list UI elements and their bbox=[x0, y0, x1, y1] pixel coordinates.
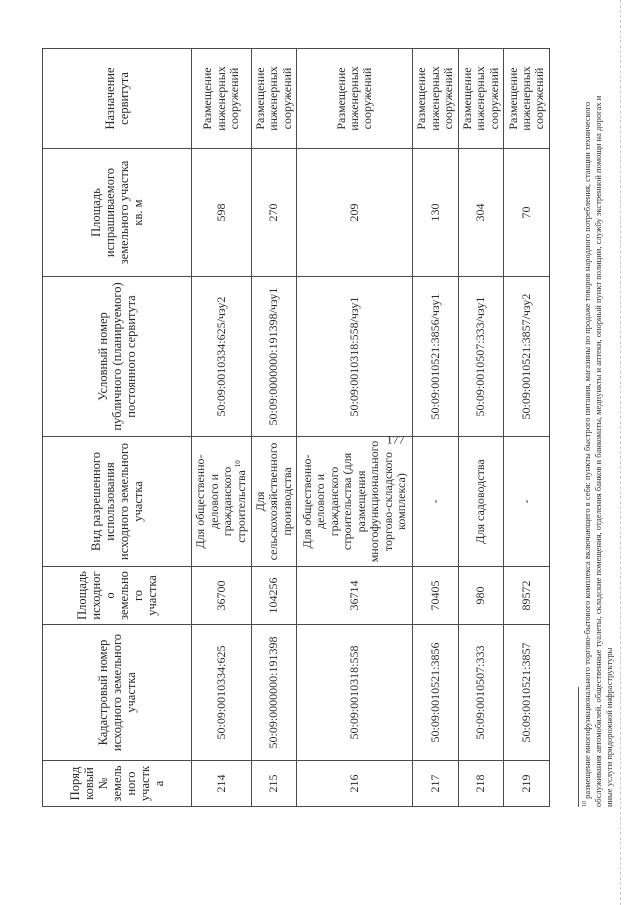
cell-source-area: 89572 bbox=[504, 567, 550, 625]
table-header-row bbox=[43, 49, 192, 807]
cell-cadastral-number: 50:09:0000000:191398 bbox=[251, 625, 297, 761]
cell-servitude-purpose: Размещение инженерных сооружений bbox=[251, 49, 297, 149]
cell-servitude-number: 50:09:0010318:558/чзу1 bbox=[297, 277, 413, 437]
cell-servitude-purpose: Размещение инженерных сооружений bbox=[504, 49, 550, 149]
cell-servitude-number: 50:09:0010507:333/чзу1 bbox=[458, 277, 504, 437]
cell-plot-number: 218 bbox=[458, 761, 504, 807]
cell-permitted-use: Для садоводства bbox=[458, 437, 504, 567]
cell-requested-area: 304 bbox=[458, 149, 504, 277]
cell-servitude-number: 50:09:0010521:3856/чзу1 bbox=[413, 277, 459, 437]
cell-permitted-use: Для общественно-делового и гражданского строительства (для размещения многофункционального торгово-складского комплекса) bbox=[297, 437, 413, 567]
header-source-area: Площадь исходного земельного участка bbox=[43, 567, 192, 625]
cell-plot-number: 216 bbox=[297, 761, 413, 807]
permitted-use-text: Для общественно-делового и гражданского строительства bbox=[193, 454, 248, 549]
cell-servitude-purpose: Размещение инженерных сооружений bbox=[458, 49, 504, 149]
cell-cadastral-number: 50:09:0010521:3856 bbox=[413, 625, 459, 761]
table-row bbox=[192, 49, 252, 807]
footnote-divider bbox=[578, 687, 579, 807]
header-requested-area: Площадь испрашиваемого земельного участка кв. м bbox=[43, 149, 192, 277]
header-servitude-number: Условный номер публичного (планируемого) постоянного сервитута bbox=[43, 277, 192, 437]
cell-servitude-purpose: Размещение инженерных сооружений bbox=[413, 49, 459, 149]
cell-servitude-purpose: Размещение инженерных сооружений bbox=[192, 49, 252, 149]
table-row bbox=[297, 49, 413, 807]
cell-cadastral-number: 50:09:0010334:625 bbox=[192, 625, 252, 761]
cell-servitude-number: 50:09:0010521:3857/чзу2 bbox=[504, 277, 550, 437]
cell-plot-number: 219 bbox=[504, 761, 550, 807]
cell-source-area: 36714 bbox=[297, 567, 413, 625]
cell-source-area: 104256 bbox=[251, 567, 297, 625]
cell-requested-area: 598 bbox=[192, 149, 252, 277]
cell-cadastral-number: 50:09:0010318:558 bbox=[297, 625, 413, 761]
cell-source-area: 980 bbox=[458, 567, 504, 625]
table-row bbox=[413, 49, 459, 807]
header-cadastral-number: Кадастровый номер исходного земельного участка bbox=[43, 625, 192, 761]
header-permitted-use: Вид разрешенного использования исходного земельного участка bbox=[43, 437, 192, 567]
cell-requested-area: 209 bbox=[297, 149, 413, 277]
cell-cadastral-number: 50:09:0010507:333 bbox=[458, 625, 504, 761]
table-row bbox=[251, 49, 297, 807]
cell-plot-number: 217 bbox=[413, 761, 459, 807]
footnote-text: размещение многофункционального торгово-бытового комплекса включающего в себя: пункты быстрого питания, магазины по продаже товаров народного потребления, станции технического обслуживания автомобилей, общественные туалеты, складские помещения, отделения банков и банкоматы, медпункты и аптеки, опорный пункт полиции, службу экстренной помощи на дорогах и иные услуги придорожной инфраструктуры bbox=[582, 95, 615, 807]
cell-requested-area: 270 bbox=[251, 149, 297, 277]
cell-source-area: 36700 bbox=[192, 567, 252, 625]
cell-servitude-number: 50:09:0000000:191398/чзу1 bbox=[251, 277, 297, 437]
cell-servitude-number: 50:09:0010334:625/чзу2 bbox=[192, 277, 252, 437]
cell-requested-area: 70 bbox=[504, 149, 550, 277]
cell-servitude-purpose: Размещение инженерных сооружений bbox=[297, 49, 413, 149]
header-servitude-purpose: Назначение сервитута bbox=[43, 49, 192, 149]
header-plot-number: Порядковый № земельного участка bbox=[43, 761, 192, 807]
cell-permitted-use: Для сельскохозяйственного производства bbox=[251, 437, 297, 567]
cell-plot-number: 214 bbox=[192, 761, 252, 807]
cell-source-area: 70405 bbox=[413, 567, 459, 625]
scan-edge-divider bbox=[620, 0, 640, 905]
servitude-table bbox=[42, 48, 550, 807]
cell-permitted-use: - bbox=[504, 437, 550, 567]
cell-permitted-use: - bbox=[413, 437, 459, 567]
cell-permitted-use bbox=[192, 437, 252, 567]
footnote-ref: 10 bbox=[233, 460, 242, 468]
page-number: 177 bbox=[386, 432, 405, 447]
table-row bbox=[504, 49, 550, 807]
cell-plot-number: 215 bbox=[251, 761, 297, 807]
footnote bbox=[582, 87, 615, 807]
table-row bbox=[458, 49, 504, 807]
cell-cadastral-number: 50:09:0010521:3857 bbox=[504, 625, 550, 761]
footnote-marker: 10 bbox=[582, 801, 589, 807]
cell-requested-area: 130 bbox=[413, 149, 459, 277]
